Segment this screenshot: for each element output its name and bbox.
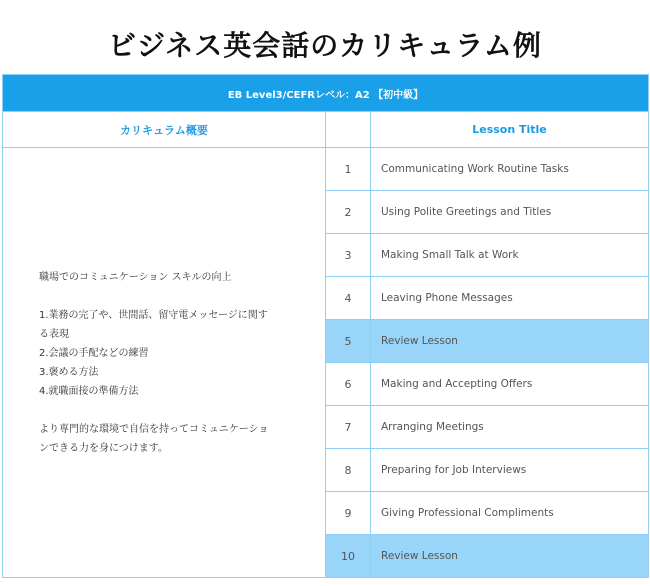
lesson-title: Giving Professional Compliments: [371, 492, 649, 535]
lesson-number: 1: [326, 148, 371, 191]
lesson-title: Using Polite Greetings and Titles: [371, 191, 649, 234]
lesson-number: 2: [326, 191, 371, 234]
lesson-number: 9: [326, 492, 371, 535]
lesson-number: 5: [326, 320, 371, 363]
lesson-title: Review Lesson: [371, 320, 649, 363]
lesson-number: 8: [326, 449, 371, 492]
lesson-row: [3, 148, 649, 191]
lesson-title: Arranging Meetings: [371, 406, 649, 449]
lesson-title: Leaving Phone Messages: [371, 277, 649, 320]
level-header: EB Level3/CEFRレベル：A2 【初中級】: [3, 75, 649, 112]
lesson-title: Making Small Talk at Work: [371, 234, 649, 277]
lesson-title: Preparing for Job Interviews: [371, 449, 649, 492]
lesson-number: 6: [326, 363, 371, 406]
lesson-title-column-header: Lesson Title: [371, 112, 649, 148]
curriculum-table: [2, 74, 649, 578]
page-title: ビジネス英会話のカリキュラム例: [108, 29, 542, 62]
lesson-number: 7: [326, 406, 371, 449]
lesson-title: Communicating Work Routine Tasks: [371, 148, 649, 191]
lesson-number: 10: [326, 535, 371, 578]
lesson-title: Review Lesson: [371, 535, 649, 578]
lesson-title: Making and Accepting Offers: [371, 363, 649, 406]
lesson-number: 3: [326, 234, 371, 277]
number-column-header: [326, 112, 371, 148]
overview-column-header: カリキュラム概要: [3, 112, 326, 148]
lesson-number: 4: [326, 277, 371, 320]
curriculum-overview-text: 職場でのコミュニケーション スキルの向上 1.業務の完了や、世間話、留守電メッセージに関す る表現 2.会議の手配などの練習 3.褒める方法 4.就職面接の準備方法 より専門的な環境で自信を持ってコミュニケーショ ンできる力を身につけます。: [3, 148, 326, 578]
